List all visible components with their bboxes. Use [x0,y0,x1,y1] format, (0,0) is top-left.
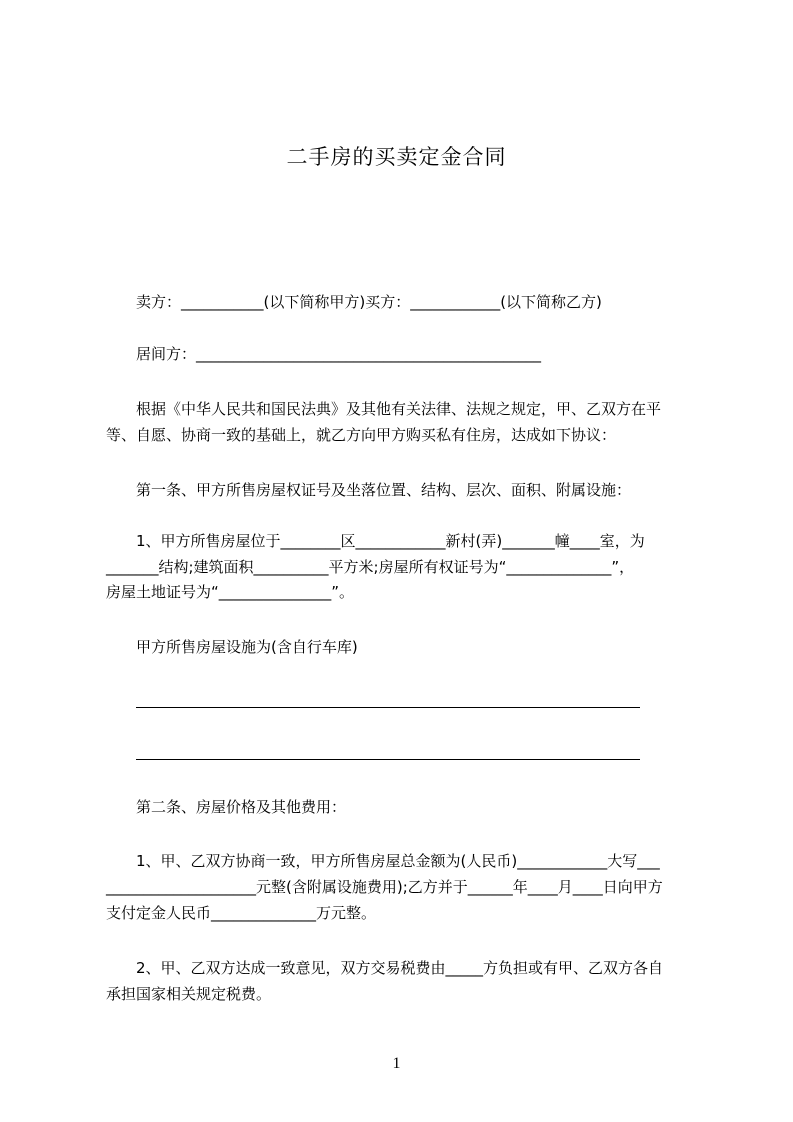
seller-buyer-line: 卖方：___________(以下简称甲方)买方：____________(以下简称乙方) [136,293,602,311]
article1-item1-line-1: 1、甲方所售房屋位于________区____________新村(弄)_______幢____室，为 [136,532,645,550]
article1-item1-line-2: _______结构;建筑面积__________平方米;房屋所有权证号为“______________”， [106,558,635,576]
article2-item1-line-1: 1、甲、乙双方协商一致，甲方所售房屋总金额为(人民币)____________大写___ [136,852,660,870]
article2-item2-line-1: 2、甲、乙双方达成一致意见，双方交易税费由_____方负担或有甲、乙双方各自 [136,959,664,977]
article1-item1-line-3: 房屋土地证号为“_______________”。 [106,583,355,601]
article2-item2-line-2: 承担国家相关规定税费。 [106,985,272,1003]
facilities-blank-line-1 [136,707,640,708]
article2-item1-line-2: ____________________元整(含附属设施费用);乙方并于______年____月____日向甲方 [106,878,663,896]
article1-heading: 第一条、甲方所售房屋权证号及坐落位置、结构、层次、面积、附属设施： [136,481,632,499]
preamble-line-2: 等、自愿、协商一致的基础上，就乙方向甲方购买私有住房，达成如下协议： [106,426,617,444]
preamble-line-1: 根据《中华人民共和国民法典》及其他有关法律、法规之规定，甲、乙双方在平 [136,400,662,418]
facilities-label: 甲方所售房屋设施为(含自行车库) [136,638,358,656]
document-title: 二手房的买卖定金合同 [286,145,507,169]
article2-heading: 第二条、房屋价格及其他费用： [136,798,347,816]
page-number: 1 [392,1055,401,1072]
broker-line: 居间方：______________________________________________ [136,345,542,363]
facilities-blank-line-2 [136,759,640,760]
article2-item1-line-3: 支付定金人民币______________万元整。 [106,904,377,922]
